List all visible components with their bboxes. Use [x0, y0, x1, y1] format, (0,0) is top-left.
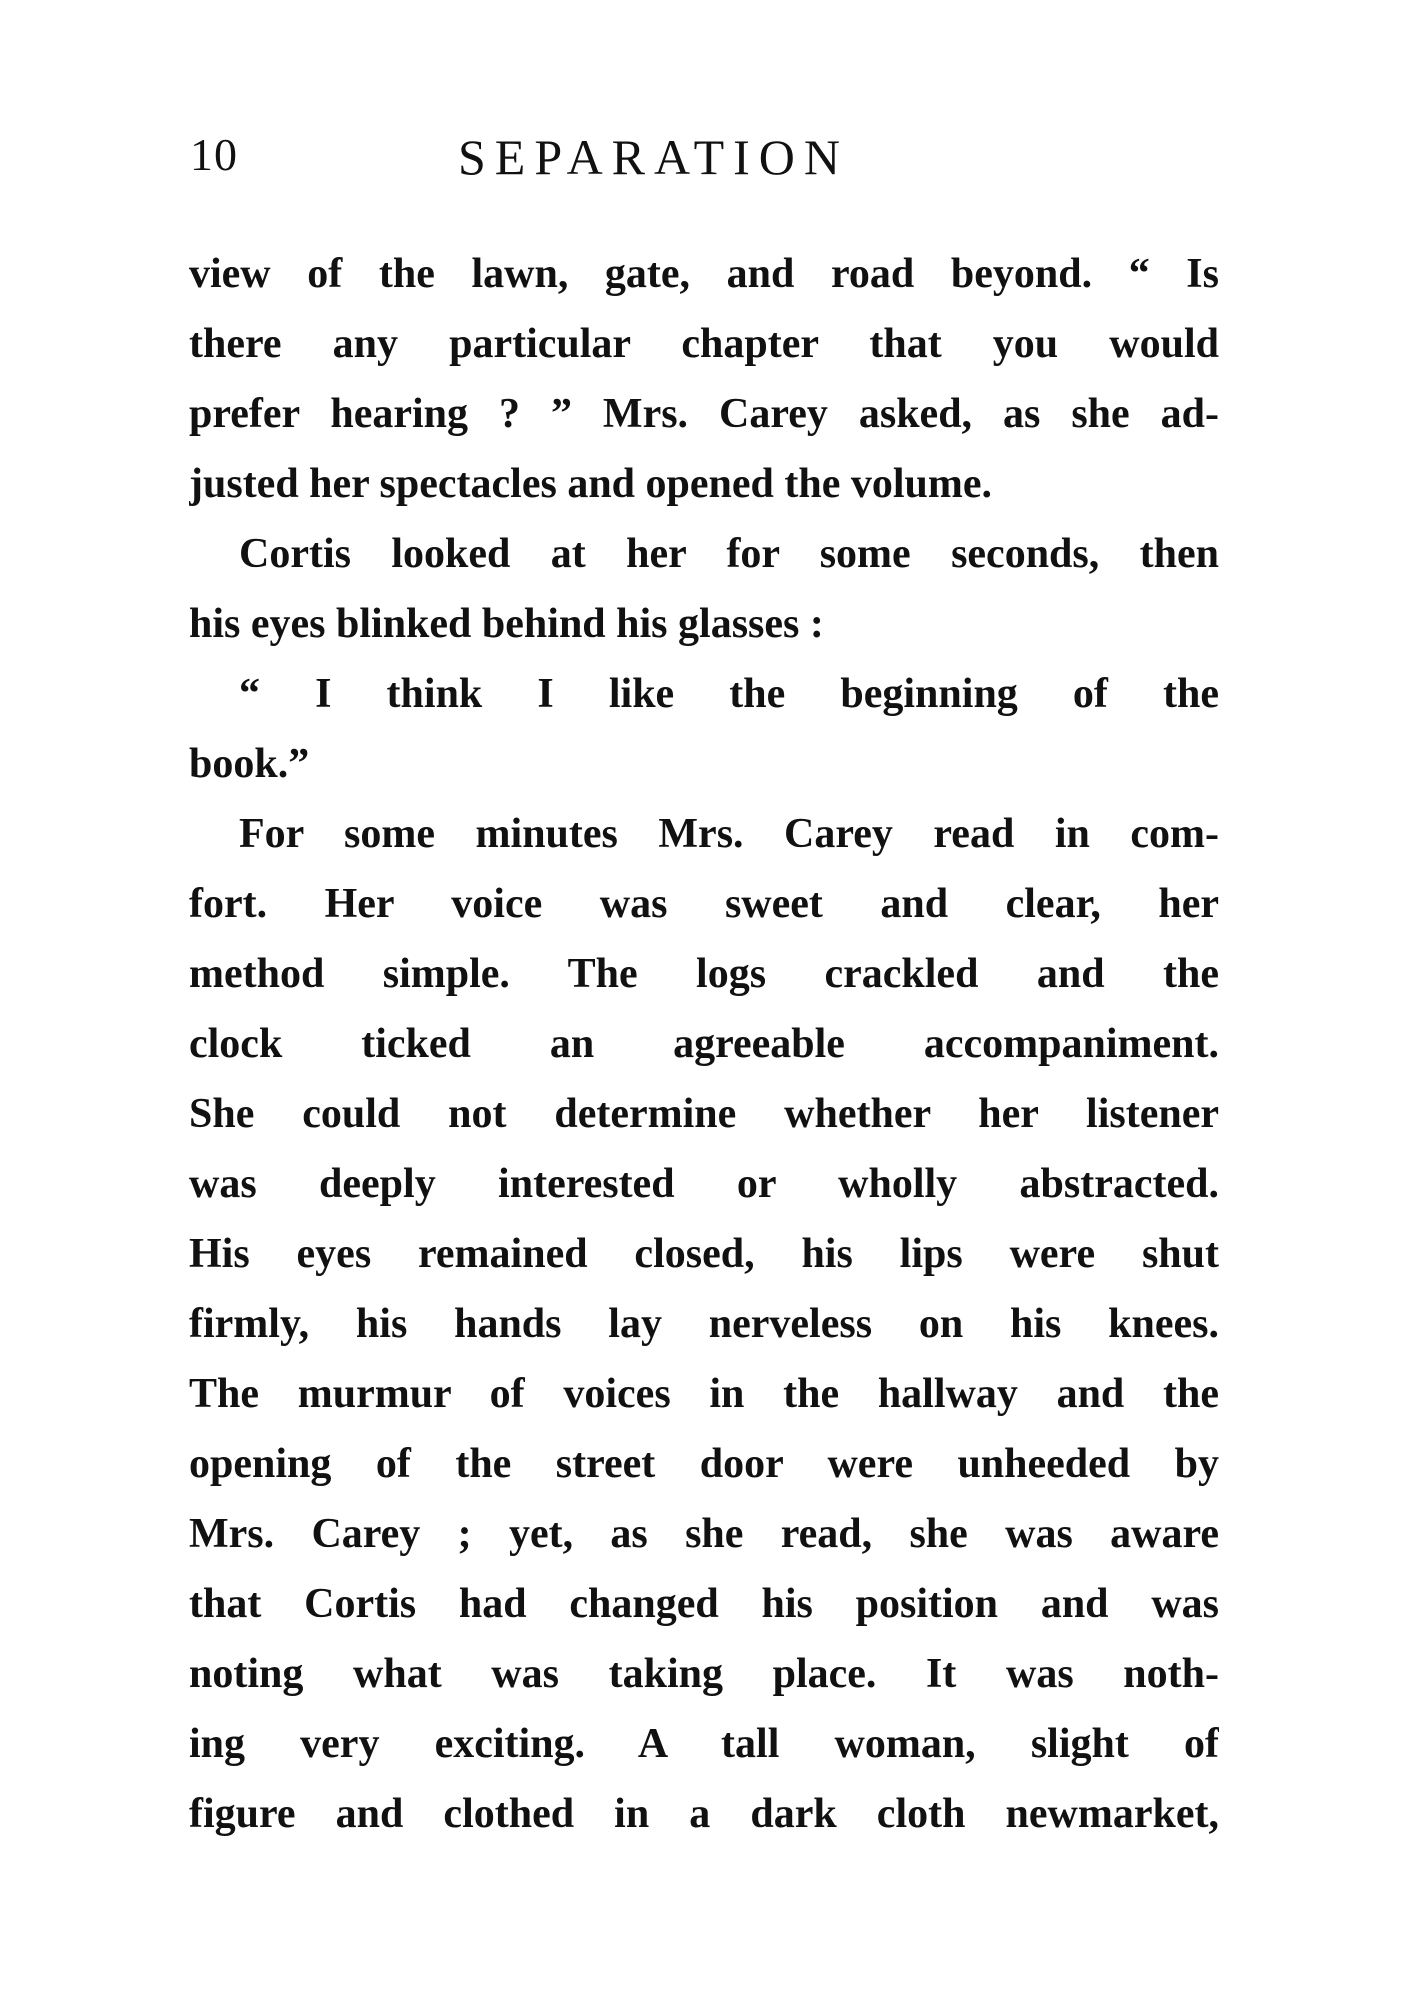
- text-line: clock ticked an agreeable accompaniment.: [189, 1021, 1219, 1067]
- text-line: there any particular chapter that you would: [189, 321, 1219, 367]
- text-line: “ I think I like the beginning of the: [239, 671, 1219, 717]
- text-line: view of the lawn, gate, and road beyond. “ Is: [189, 251, 1219, 297]
- text-line: justed her spectacles and opened the volume.: [189, 461, 993, 507]
- text-line: For some minutes Mrs. Carey read in com-: [239, 811, 1219, 857]
- text-line: that Cortis had changed his position and was: [189, 1581, 1219, 1627]
- text-line: his eyes blinked behind his glasses :: [189, 601, 824, 647]
- text-line: figure and clothed in a dark cloth newmarket,: [189, 1791, 1219, 1837]
- text-line: Cortis looked at her for some seconds, then: [239, 531, 1219, 577]
- text-line: His eyes remained closed, his lips were shut: [189, 1231, 1219, 1277]
- text-line: She could not determine whether her listener: [189, 1091, 1219, 1137]
- text-line: Mrs. Carey ; yet, as she read, she was aware: [189, 1511, 1219, 1557]
- text-line: noting what was taking place. It was noth-: [189, 1651, 1219, 1697]
- text-line: fort. Her voice was sweet and clear, her: [189, 881, 1219, 927]
- running-title: SEPARATION: [458, 129, 850, 185]
- text-line: prefer hearing ? ” Mrs. Carey asked, as she ad-: [189, 391, 1219, 437]
- body-text: [189, 239, 1219, 1849]
- text-line: firmly, his hands lay nerveless on his knees.: [189, 1301, 1219, 1347]
- text-line: ing very exciting. A tall woman, slight of: [189, 1721, 1219, 1767]
- page-number: 10: [190, 129, 238, 180]
- text-line: The murmur of voices in the hallway and the: [189, 1371, 1219, 1417]
- running-head: [190, 128, 1220, 198]
- text-line: book.”: [189, 741, 310, 787]
- text-line: opening of the street door were unheeded by: [189, 1441, 1219, 1487]
- text-line: was deeply interested or wholly abstracted.: [189, 1161, 1219, 1207]
- text-line: method simple. The logs crackled and the: [189, 951, 1219, 997]
